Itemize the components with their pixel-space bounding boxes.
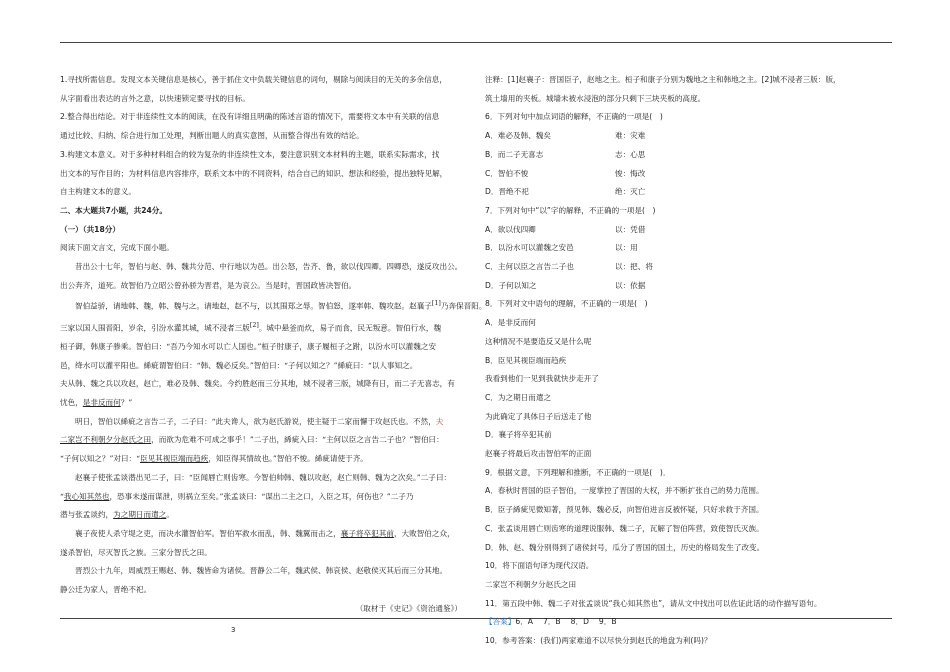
passage-line: 出公奔齐，道死。故智伯乃立昭公曾孙骄为晋君，是为哀公。当是时，晋国政皆决智伯。 bbox=[60, 280, 357, 290]
option-row: A．欲以伐四卿 以：凭借 bbox=[485, 224, 646, 234]
passage-line: 邑，绛水可以灌平阳也。絺疵谓智伯曰：“韩、魏必反矣。”智伯曰：“子何以知之？”絺疵曰：“以人事知之。 bbox=[60, 360, 418, 370]
classical-passage bbox=[60, 258, 487, 618]
option-row: C．智伯不悛 悛：悔改 bbox=[485, 168, 646, 178]
question-8-line: 这种情况不是要造反又是什么呢 bbox=[485, 336, 592, 346]
question-9-line: B．臣子絺疵见微知著，预见韩、魏必反，向智伯进言反被怀疑，只好求救于齐国。 bbox=[485, 505, 764, 515]
underlined-sentence: 襄子将卒犯其前 bbox=[340, 528, 394, 538]
header-rule bbox=[60, 42, 892, 43]
passage-line: 遂杀智伯，尽灭智氏之族。三家分智氏之田。 bbox=[60, 547, 212, 557]
question-8-line: D．襄子将卒犯其前 bbox=[485, 430, 552, 440]
question-10-line: 二家岂不利朝夕分赵氏之田 bbox=[485, 579, 577, 589]
option-row: A．难必及韩、魏矣 难：灾难 bbox=[485, 131, 646, 141]
underlined-sentence: 我心知其然也 bbox=[63, 491, 110, 501]
answer-tag: 【答案】 bbox=[485, 617, 516, 627]
question-8-line: C．为之期日而遣之 bbox=[485, 392, 552, 402]
question-9-stem: 9．根据文意，下列理解和推断，不正确的一项是( )． bbox=[485, 467, 671, 477]
method-line: 3.构建文本意义。对于多种材料组合的较为复杂的非连续性文本，要注意识别文本材料的主题，联系实际需求，找 bbox=[60, 149, 440, 159]
passage-line: “子何以知之？”对曰：“臣见其视臣端而趋疾，知臣得其情故也。”智伯不悛。絺疵请使于齐。 bbox=[60, 454, 368, 464]
method-line: 自主构建文本的意义。 bbox=[60, 187, 136, 197]
right-column bbox=[485, 71, 895, 651]
question-10-stem: 10．将下面语句译为现代汉语。 bbox=[485, 561, 594, 571]
passage-line: 桓子御，韩康子骖乘。智伯曰：“吾乃今知水可以亡人国也。”桓子肘康子，康子履桓子之跗，以汾水可以灌魏之安 bbox=[60, 341, 437, 351]
passage-line: 襄子夜使人杀守堤之吏，而决水灌智伯军。智伯军救水而乱，韩、魏翼而击之，襄子将卒犯其前，大败智伯之众， bbox=[75, 528, 455, 538]
left-column bbox=[60, 71, 487, 618]
passage-line: 潜与张孟谈约，为之期日而遣之。 bbox=[60, 510, 174, 520]
question-8-line: 为此确定了具体日子后送走了他 bbox=[485, 411, 592, 421]
question-8-line: 我看到他们一见到我就快步走开了 bbox=[485, 374, 599, 384]
answer-text: 6．A 7．B 8．D 9．B bbox=[515, 617, 617, 627]
section-title: 二、本大题共7小题，共24分。 bbox=[60, 205, 167, 215]
passage-line: 赵襄子使张孟谈潜出见二子，曰：“臣闻唇亡则齿寒。今智伯帅韩、魏以攻赵，赵亡则韩、魏为之次矣。”二子曰： bbox=[75, 472, 452, 482]
underlined-sentence: 二家岂不利朝夕分赵氏之田 bbox=[60, 435, 152, 445]
passage-line: “我心知其然也，恐事未遂而谋泄，则祸立至矣。”张孟谈曰：“谋出二主之口，入臣之耳，何伤也？”二子乃 bbox=[60, 491, 414, 501]
footnote-marker: [2] bbox=[249, 321, 259, 329]
passage-line: 昔出公十七年，智伯与赵、韩、魏共分范、中行地以为邑。出公怒，告齐、鲁，欲以伐四卿。四卿恐，遂反攻出公。 bbox=[75, 262, 463, 272]
notes-line: 注释：[1]赵襄子：晋国臣子，赵地之主。桓子和康子分别为魏地之主和韩地之主。[2]城不浸者三版：版， bbox=[485, 75, 841, 84]
question-6-stem: 6．下列对句中加点词语的解释，不正确的一项是( ) bbox=[485, 112, 663, 122]
question-11-stem: 11．第五段中韩、魏二子对张孟谈说“我心知其然也”，请从文中找出可以佐证此话的动作描写语句。 bbox=[485, 598, 822, 608]
passage-line: 二家岂不利朝夕分赵氏之田，而欲为危难不可成之事乎！”二子出，絺疵入曰：“主何以臣之言告二子也？”智伯曰： bbox=[60, 435, 444, 445]
question-9-line: C．张孟谈用唇亡则齿寒的道理说服韩、魏二子，瓦解了智伯阵营，致使智氏灭族。 bbox=[485, 523, 764, 533]
answer-line bbox=[485, 613, 895, 632]
source-citation: （取材于《史记》《资治通鉴》） bbox=[355, 603, 462, 613]
method-line: 出文本的写作目的；为材料信息内容排序，联系文本中的不同资料，结合自己的知识、想法和经验，提出独特见解， bbox=[60, 168, 448, 178]
question-8-line: 赵襄子将最后攻击智伯军的正面 bbox=[485, 449, 592, 459]
option-row: B．以汾水可以灌魏之安邑 以：用 bbox=[485, 243, 638, 253]
method-line: 从字面看出表达的言外之意，以快速锁定要寻找的目标。 bbox=[60, 93, 250, 103]
option-row: D．晋绝不祀 绝：灭亡 bbox=[485, 187, 646, 197]
option-row: D．子何以知之 以：依据 bbox=[485, 280, 646, 290]
question-8-line: A．是非反而何 bbox=[485, 318, 536, 328]
page-number: 3 bbox=[231, 626, 236, 634]
dotted-char: 夫 bbox=[435, 416, 444, 426]
underlined-sentence: 为之期日而遣之 bbox=[113, 510, 167, 520]
passage-line: 夫从韩、魏之兵以攻赵，赵亡，难必及韩、魏矣。今约胜赵而三分其地，城不浸者三版，城降有日，而二子无喜志，有 bbox=[60, 379, 455, 389]
question-7-stem: 7．下列对句中“以”字的解释，不正确的一项是( ) bbox=[485, 205, 656, 215]
sub-title: （一）（共18分） bbox=[60, 224, 120, 234]
question-8-stem: 8．下列对文中语句的理解，不正确的一项是( ) bbox=[485, 299, 648, 309]
notes-line: 筑土墙用的夹板。城墙未被水浸泡的部分只剩下三块夹板的高度。 bbox=[485, 93, 706, 103]
answer-q10: 10．参考答案：(我们)两家难道不以尽快分到赵氏的地盘为利(吗)？ bbox=[485, 636, 712, 646]
passage-line: 明日，智伯以絺疵之言告二子，二子曰：“此夫谗人，欲为赵氏游说，使主疑于二家而懈于攻赵氏也。不然，夫 bbox=[75, 416, 444, 426]
method-line: 2.整合得出结论。对于非连续性文本的阅读，在没有详细且明确的陈述言语的情况下，需要将文本中有关联的信息 bbox=[60, 112, 440, 122]
method-line: 1.寻找所需信息。发现文本关键信息是核心，善于抓住文中负载关键信息的词句，剔除与阅读目的无关的多余信息， bbox=[60, 75, 447, 84]
option-row: C．主何以臣之言告二子也 以：把、将 bbox=[485, 262, 653, 272]
passage-line: 静公迁为家人，晋绝不祀。 bbox=[60, 585, 152, 595]
passage-fragment: 乃奔保晋阳。 bbox=[440, 301, 487, 311]
underlined-sentence: 是非反而何 bbox=[82, 398, 121, 408]
passage-line: 晋烈公十九年，周威烈王赐赵、韩、魏皆命为诸侯。晋静公二年，魏武侯、韩哀侯、赵敬侯灭其后而三分其地。 bbox=[75, 566, 448, 576]
option-row: B．而二子无喜志 志：心思 bbox=[485, 149, 646, 159]
underlined-sentence: 臣见其视臣端而趋疾 bbox=[140, 454, 209, 464]
passage-line: 智伯益骄，请地韩、魏，韩、魏与之。请地赵，赵不与，以其围郑之辱。智伯怒，遂率韩、魏攻赵。赵襄子[1]乃奔保晋阳。 bbox=[75, 300, 487, 311]
passage-line: 忧色，是非反而何？” bbox=[60, 398, 133, 408]
question-9-line: D．韩、赵、魏分别得到了诸侯封号，瓜分了晋国的国土，历史的格局发生了改变。 bbox=[485, 542, 765, 552]
method-line: 通过比较、归纳、综合进行加工处理，判断出题人的真实意图，从而整合得出有效的结论。 bbox=[60, 131, 364, 141]
instruction: 阅读下面文言文，完成下面小题。 bbox=[60, 243, 174, 253]
question-9-line: A．春秋时晋国的臣子智伯，一度掌控了晋国的大权，并不断扩张自己的势力范围。 bbox=[485, 486, 764, 496]
passage-line: 三家以国人围晋阳，岁余，引汾水灌其城，城不浸者三版[2]。城中悬釜而炊，易子而食，民无叛意。智伯行水，魏 bbox=[60, 321, 442, 333]
question-8-line: B．臣见其视臣端而趋疾 bbox=[485, 355, 567, 365]
